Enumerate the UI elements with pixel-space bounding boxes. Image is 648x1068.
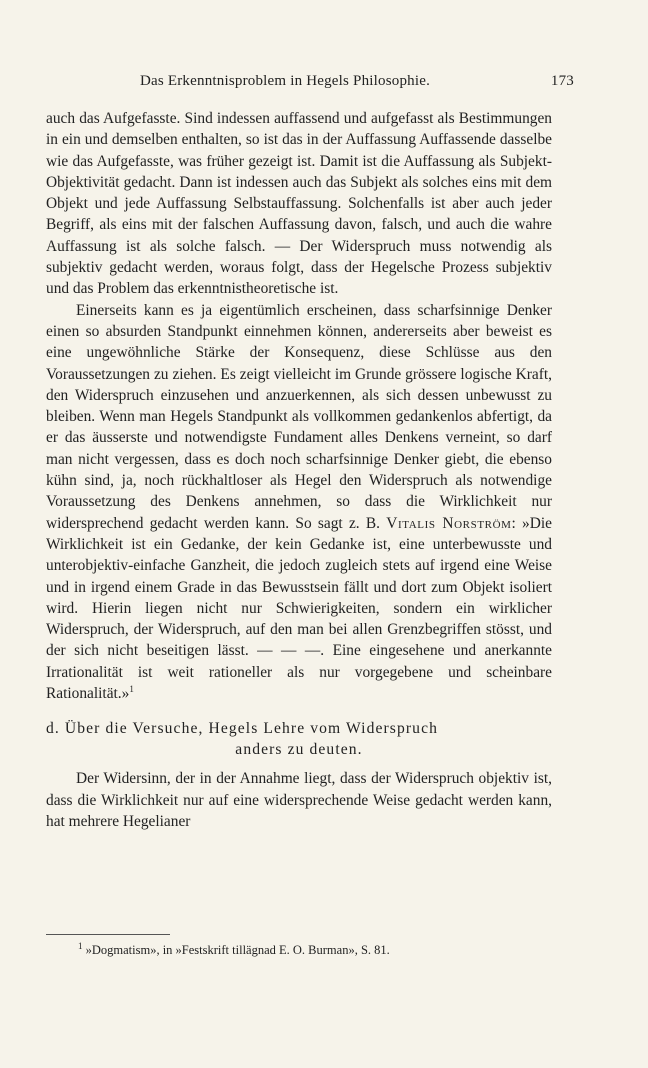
footnote-marker: 1 — [78, 940, 83, 951]
paragraph-1: auch das Aufgefasste. Sind indessen auffassend und aufgefasst als Bestimmungen in ein und demselben enthalten, so ist das in der Auffassung Auffassende dasselbe wie das Aufgefasste, was früher gezeigt ist. Damit ist die Auffassung als Subjekt-Objektivität gedacht. Dann ist indessen auch das Subjekt als solches eins mit dem Objekt und jede Auffassung Selbstauffassung. Solchenfalls ist aber auch jeder Begriff, als eins mit der falschen Auffassung davon, falsch, und auch die wahre Auffassung ist als solche falsch. — Der Widerspruch muss notwendig als subjektiv gedacht werden, woraus folgt, dass der Hegelsche Prozess subjektiv und das Problem das erkenntnistheoretische ist. — [46, 110, 552, 298]
section-heading-line-1: d. Über die Versuche, Hegels Lehre vom Widerspruch — [46, 720, 438, 738]
footnote-divider — [46, 934, 170, 935]
paragraph-3: Der Widersinn, der in der Annahme liegt, dass der Widerspruch objektiv ist, dass die Wirklichkeit nur auf eine widersprechende Weise gedacht werden kann, hat mehrere Hegelianer — [46, 770, 552, 830]
quote-text: : »Die Wirklichkeit ist ein Gedanke, der kein Gedanke ist, eine unterbewusste und unterobjektiv-einfache Ganzheit, die jedoch zugleich stets auf irgend eine Weise und in irgend einem Grade in das Bewusstsein fällt und dort zum Objekt isoliert wird. Hierin liegen nicht nur Schwierigkeiten, sondern ein wirklicher Widerspruch, der Widerspruch, auf den man bei allen Grenzbegriffen stösst, und der sich nicht beseitigen lässt. — — —. Eine eingesehene und anerkannte Irrationalität ist weit rationeller als nur vorgegebene und scheinbare Rationalität.» — [46, 514, 552, 703]
paragraph-2 — [46, 300, 552, 705]
footnote — [78, 942, 558, 958]
page-header — [46, 73, 574, 95]
section-heading — [46, 718, 552, 760]
author-name: Vitalis Norström — [386, 514, 512, 532]
footnote-reference: 1 — [129, 683, 134, 694]
footnote-text: »Dogmatism», in »Festskrift tillägnad E. O. Burman», S. 81. — [82, 943, 390, 957]
page-number: 173 — [550, 73, 574, 89]
section-heading-line-2: anders zu deuten. — [235, 741, 363, 759]
main-text — [46, 108, 552, 832]
paragraph-2-text: Einerseits kann es ja eigentümlich erscheinen, dass scharfsinnige Denker einen so absurden Standpunkt einnehmen können, andererseits aber beweist es eine ungewöhnliche Stärke der Konsequenz, diese Schlüsse aus den Voraussetzungen zu ziehen. Es zeigt vielleicht im Grunde grössere logische Kraft, den Widerspruch einzusehen und anzuerkennen, als sich dessen unbewusst zu bleiben. Wenn man Hegels Standpunkt als vollkommen gedankenlos abfertigt, da er das äusserste und notwendigste Fundament alles Denkens verneint, so darf man nicht vergessen, dass es doch noch scharfsinnige Denker giebt, die ebenso kühn sind, ja, noch rückhaltloser als Hegel den Widerspruch als notwendige Voraussetzung des Denkens annehmen, so dass die Wirklichkeit nur widersprechend gedacht werden kann. So sagt z. B. — [46, 301, 552, 532]
running-title: Das Erkenntnisproblem in Hegels Philosophie. — [140, 73, 431, 89]
